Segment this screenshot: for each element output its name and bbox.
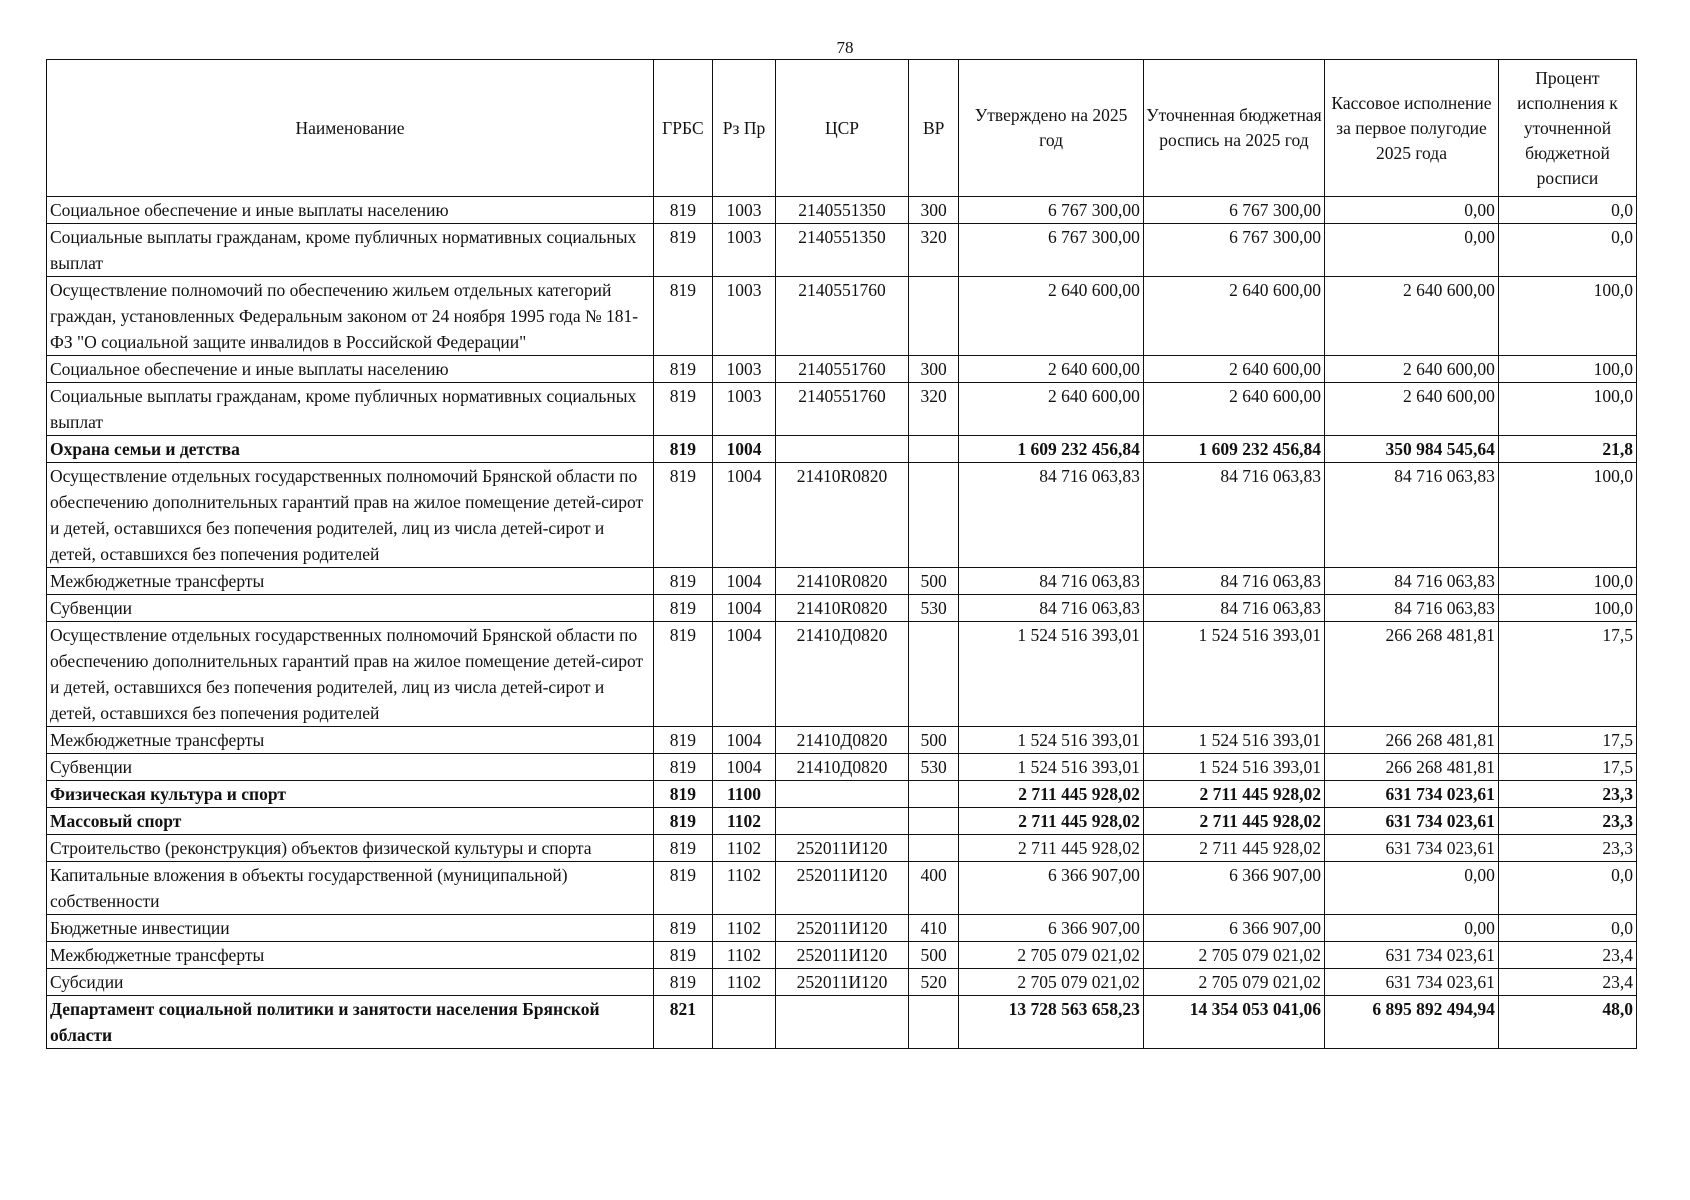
cell-grbs: 819 — [653, 862, 712, 915]
table-row — [47, 969, 1637, 996]
header-row — [47, 60, 1637, 197]
cell-executed: 266 268 481,81 — [1325, 754, 1499, 781]
header-rzpr: Рз Пр — [712, 60, 775, 197]
cell-name: Осуществление отдельных государственных полномочий Брянской области по обеспечению дополнительных гарантий прав на жилое помещение детей-сирот и детей, оставшихся без попечения родителей, лиц из числа детей-сирот и детей, оставшихся без попечения родителей — [47, 463, 654, 568]
cell-name: Субвенции — [47, 754, 654, 781]
cell-grbs: 819 — [653, 595, 712, 622]
cell-name: Массовый спорт — [47, 808, 654, 835]
cell-rzpr: 1100 — [712, 781, 775, 808]
cell-grbs: 819 — [653, 942, 712, 969]
cell-csr: 21410R0820 — [776, 568, 909, 595]
cell-approved: 2 705 079 021,02 — [959, 942, 1143, 969]
cell-rzpr: 1004 — [712, 463, 775, 568]
cell-refined: 2 640 600,00 — [1143, 277, 1324, 356]
cell-refined: 2 640 600,00 — [1143, 356, 1324, 383]
cell-refined: 6 366 907,00 — [1143, 915, 1324, 942]
cell-refined: 14 354 053 041,06 — [1143, 996, 1324, 1049]
cell-refined: 84 716 063,83 — [1143, 463, 1324, 568]
table-row — [47, 383, 1637, 436]
table-row — [47, 436, 1637, 463]
cell-percent: 21,8 — [1498, 436, 1636, 463]
cell-refined: 2 711 445 928,02 — [1143, 808, 1324, 835]
cell-grbs: 819 — [653, 463, 712, 568]
cell-percent: 23,3 — [1498, 781, 1636, 808]
cell-vr: 530 — [908, 595, 959, 622]
cell-percent: 0,0 — [1498, 862, 1636, 915]
table-row — [47, 862, 1637, 915]
cell-rzpr: 1003 — [712, 277, 775, 356]
header-executed: Кассовое исполнение за первое полугодие 2025 года — [1325, 60, 1499, 197]
cell-name: Осуществление полномочий по обеспечению жильем отдельных категорий граждан, установленных Федеральным законом от 24 ноября 1995 года № 181-ФЗ "О социальной защите инвалидов в Российской Федерации" — [47, 277, 654, 356]
cell-approved: 84 716 063,83 — [959, 568, 1143, 595]
cell-executed: 2 640 600,00 — [1325, 356, 1499, 383]
cell-name: Капитальные вложения в объекты государственной (муниципальной) собственности — [47, 862, 654, 915]
cell-refined: 2 640 600,00 — [1143, 383, 1324, 436]
cell-rzpr: 1003 — [712, 356, 775, 383]
cell-vr: 500 — [908, 727, 959, 754]
budget-table — [46, 59, 1637, 1049]
cell-csr: 21410R0820 — [776, 595, 909, 622]
cell-csr: 21410R0820 — [776, 463, 909, 568]
cell-vr: 530 — [908, 754, 959, 781]
cell-grbs: 819 — [653, 808, 712, 835]
table-row — [47, 622, 1637, 727]
cell-percent: 100,0 — [1498, 277, 1636, 356]
cell-refined: 2 711 445 928,02 — [1143, 835, 1324, 862]
cell-rzpr: 1102 — [712, 835, 775, 862]
cell-rzpr: 1004 — [712, 568, 775, 595]
cell-name: Межбюджетные трансферты — [47, 942, 654, 969]
cell-csr: 21410Д0820 — [776, 622, 909, 727]
cell-refined: 1 609 232 456,84 — [1143, 436, 1324, 463]
cell-grbs: 819 — [653, 835, 712, 862]
cell-percent: 17,5 — [1498, 754, 1636, 781]
cell-percent: 17,5 — [1498, 727, 1636, 754]
cell-csr — [776, 781, 909, 808]
cell-approved: 2 711 445 928,02 — [959, 835, 1143, 862]
cell-rzpr: 1004 — [712, 727, 775, 754]
table-row — [47, 568, 1637, 595]
cell-csr — [776, 996, 909, 1049]
cell-approved: 1 524 516 393,01 — [959, 727, 1143, 754]
cell-approved: 6 767 300,00 — [959, 224, 1143, 277]
cell-rzpr: 1004 — [712, 622, 775, 727]
cell-csr: 2140551760 — [776, 356, 909, 383]
cell-approved: 1 609 232 456,84 — [959, 436, 1143, 463]
cell-percent: 0,0 — [1498, 197, 1636, 224]
cell-executed: 350 984 545,64 — [1325, 436, 1499, 463]
cell-approved: 2 705 079 021,02 — [959, 969, 1143, 996]
cell-csr: 21410Д0820 — [776, 727, 909, 754]
cell-name: Социальные выплаты гражданам, кроме публичных нормативных социальных выплат — [47, 383, 654, 436]
cell-executed: 84 716 063,83 — [1325, 568, 1499, 595]
cell-rzpr: 1003 — [712, 224, 775, 277]
table-row — [47, 996, 1637, 1049]
cell-grbs: 819 — [653, 781, 712, 808]
table-row — [47, 727, 1637, 754]
cell-vr: 320 — [908, 224, 959, 277]
cell-name: Департамент социальной политики и занятости населения Брянской области — [47, 996, 654, 1049]
cell-percent: 100,0 — [1498, 568, 1636, 595]
cell-grbs: 819 — [653, 568, 712, 595]
cell-approved: 2 640 600,00 — [959, 356, 1143, 383]
table-row — [47, 915, 1637, 942]
cell-percent: 100,0 — [1498, 595, 1636, 622]
cell-csr: 252011И120 — [776, 835, 909, 862]
cell-csr: 21410Д0820 — [776, 754, 909, 781]
cell-percent: 23,3 — [1498, 835, 1636, 862]
cell-approved: 2 640 600,00 — [959, 277, 1143, 356]
cell-name: Строительство (реконструкция) объектов физической культуры и спорта — [47, 835, 654, 862]
cell-executed: 0,00 — [1325, 915, 1499, 942]
cell-rzpr: 1102 — [712, 862, 775, 915]
table-row — [47, 835, 1637, 862]
header-approved: Утверждено на 2025 год — [959, 60, 1143, 197]
cell-rzpr: 1004 — [712, 595, 775, 622]
cell-approved: 6 767 300,00 — [959, 197, 1143, 224]
cell-approved: 84 716 063,83 — [959, 595, 1143, 622]
table-row — [47, 595, 1637, 622]
cell-vr: 410 — [908, 915, 959, 942]
cell-vr: 300 — [908, 197, 959, 224]
cell-percent: 23,4 — [1498, 942, 1636, 969]
cell-percent: 0,0 — [1498, 224, 1636, 277]
cell-refined: 2 705 079 021,02 — [1143, 969, 1324, 996]
cell-name: Социальные выплаты гражданам, кроме публичных нормативных социальных выплат — [47, 224, 654, 277]
cell-executed: 2 640 600,00 — [1325, 277, 1499, 356]
header-refined: Уточненная бюджетная роспись на 2025 год — [1143, 60, 1324, 197]
cell-refined: 2 705 079 021,02 — [1143, 942, 1324, 969]
cell-executed: 84 716 063,83 — [1325, 595, 1499, 622]
cell-vr — [908, 808, 959, 835]
cell-executed: 631 734 023,61 — [1325, 942, 1499, 969]
cell-executed: 266 268 481,81 — [1325, 622, 1499, 727]
cell-executed: 631 734 023,61 — [1325, 781, 1499, 808]
cell-rzpr: 1003 — [712, 197, 775, 224]
cell-approved: 2 640 600,00 — [959, 383, 1143, 436]
cell-csr — [776, 436, 909, 463]
cell-csr: 2140551760 — [776, 277, 909, 356]
cell-percent: 100,0 — [1498, 463, 1636, 568]
cell-approved: 6 366 907,00 — [959, 915, 1143, 942]
cell-approved: 84 716 063,83 — [959, 463, 1143, 568]
cell-approved: 6 366 907,00 — [959, 862, 1143, 915]
cell-rzpr: 1102 — [712, 808, 775, 835]
table-row — [47, 197, 1637, 224]
cell-name: Социальное обеспечение и иные выплаты населению — [47, 356, 654, 383]
cell-vr: 500 — [908, 942, 959, 969]
cell-grbs: 819 — [653, 224, 712, 277]
cell-executed: 0,00 — [1325, 862, 1499, 915]
header-name: Наименование — [47, 60, 654, 197]
table-row — [47, 224, 1637, 277]
cell-grbs: 819 — [653, 727, 712, 754]
table-row — [47, 463, 1637, 568]
cell-grbs: 819 — [653, 197, 712, 224]
cell-grbs: 819 — [653, 356, 712, 383]
cell-refined: 84 716 063,83 — [1143, 595, 1324, 622]
cell-executed: 266 268 481,81 — [1325, 727, 1499, 754]
cell-csr: 252011И120 — [776, 915, 909, 942]
cell-name: Охрана семьи и детства — [47, 436, 654, 463]
cell-vr — [908, 835, 959, 862]
cell-grbs: 819 — [653, 915, 712, 942]
cell-name: Физическая культура и спорт — [47, 781, 654, 808]
cell-vr — [908, 781, 959, 808]
cell-percent: 48,0 — [1498, 996, 1636, 1049]
table-row — [47, 754, 1637, 781]
cell-approved: 13 728 563 658,23 — [959, 996, 1143, 1049]
cell-percent: 0,0 — [1498, 915, 1636, 942]
cell-rzpr — [712, 996, 775, 1049]
cell-percent: 23,3 — [1498, 808, 1636, 835]
cell-vr — [908, 996, 959, 1049]
table-row — [47, 808, 1637, 835]
cell-csr: 2140551350 — [776, 197, 909, 224]
cell-percent: 100,0 — [1498, 356, 1636, 383]
cell-grbs: 819 — [653, 754, 712, 781]
cell-name: Субсидии — [47, 969, 654, 996]
cell-executed: 631 734 023,61 — [1325, 969, 1499, 996]
cell-vr: 400 — [908, 862, 959, 915]
cell-refined: 2 711 445 928,02 — [1143, 781, 1324, 808]
cell-approved: 2 711 445 928,02 — [959, 808, 1143, 835]
table-row — [47, 781, 1637, 808]
cell-vr — [908, 436, 959, 463]
page-number: 78 — [836, 38, 854, 57]
table-row — [47, 942, 1637, 969]
cell-grbs: 819 — [653, 383, 712, 436]
cell-grbs: 821 — [653, 996, 712, 1049]
cell-grbs: 819 — [653, 622, 712, 727]
cell-vr: 500 — [908, 568, 959, 595]
cell-vr — [908, 463, 959, 568]
header-vr: ВР — [908, 60, 959, 197]
cell-executed: 0,00 — [1325, 197, 1499, 224]
header-percent: Процент исполнения к уточненной бюджетной росписи — [1498, 60, 1636, 197]
cell-vr — [908, 622, 959, 727]
cell-refined: 6 366 907,00 — [1143, 862, 1324, 915]
cell-approved: 1 524 516 393,01 — [959, 622, 1143, 727]
cell-executed: 2 640 600,00 — [1325, 383, 1499, 436]
cell-percent: 100,0 — [1498, 383, 1636, 436]
cell-vr: 320 — [908, 383, 959, 436]
table-row — [47, 277, 1637, 356]
cell-grbs: 819 — [653, 277, 712, 356]
cell-executed: 631 734 023,61 — [1325, 808, 1499, 835]
cell-name: Субвенции — [47, 595, 654, 622]
cell-csr: 252011И120 — [776, 942, 909, 969]
cell-vr — [908, 277, 959, 356]
cell-refined: 6 767 300,00 — [1143, 197, 1324, 224]
cell-rzpr: 1004 — [712, 754, 775, 781]
header-grbs: ГРБС — [653, 60, 712, 197]
cell-name: Социальное обеспечение и иные выплаты населению — [47, 197, 654, 224]
cell-refined: 6 767 300,00 — [1143, 224, 1324, 277]
table-row — [47, 356, 1637, 383]
cell-refined: 1 524 516 393,01 — [1143, 754, 1324, 781]
cell-name: Межбюджетные трансферты — [47, 727, 654, 754]
cell-csr — [776, 808, 909, 835]
header-csr: ЦСР — [776, 60, 909, 197]
cell-rzpr: 1102 — [712, 969, 775, 996]
cell-executed: 6 895 892 494,94 — [1325, 996, 1499, 1049]
cell-refined: 1 524 516 393,01 — [1143, 727, 1324, 754]
cell-percent: 23,4 — [1498, 969, 1636, 996]
cell-vr: 300 — [908, 356, 959, 383]
cell-csr: 252011И120 — [776, 862, 909, 915]
cell-percent: 17,5 — [1498, 622, 1636, 727]
cell-refined: 84 716 063,83 — [1143, 568, 1324, 595]
cell-rzpr: 1003 — [712, 383, 775, 436]
cell-csr: 2140551760 — [776, 383, 909, 436]
cell-approved: 1 524 516 393,01 — [959, 754, 1143, 781]
cell-approved: 2 711 445 928,02 — [959, 781, 1143, 808]
cell-grbs: 819 — [653, 969, 712, 996]
cell-rzpr: 1004 — [712, 436, 775, 463]
cell-executed: 84 716 063,83 — [1325, 463, 1499, 568]
cell-rzpr: 1102 — [712, 942, 775, 969]
cell-csr: 252011И120 — [776, 969, 909, 996]
cell-name: Межбюджетные трансферты — [47, 568, 654, 595]
cell-executed: 0,00 — [1325, 224, 1499, 277]
cell-grbs: 819 — [653, 436, 712, 463]
cell-name: Бюджетные инвестиции — [47, 915, 654, 942]
cell-vr: 520 — [908, 969, 959, 996]
cell-csr: 2140551350 — [776, 224, 909, 277]
cell-name: Осуществление отдельных государственных полномочий Брянской области по обеспечению дополнительных гарантий прав на жилое помещение детей-сирот и детей, оставшихся без попечения родителей, лиц из числа детей-сирот и детей, оставшихся без попечения родителей — [47, 622, 654, 727]
cell-executed: 631 734 023,61 — [1325, 835, 1499, 862]
cell-rzpr: 1102 — [712, 915, 775, 942]
cell-refined: 1 524 516 393,01 — [1143, 622, 1324, 727]
